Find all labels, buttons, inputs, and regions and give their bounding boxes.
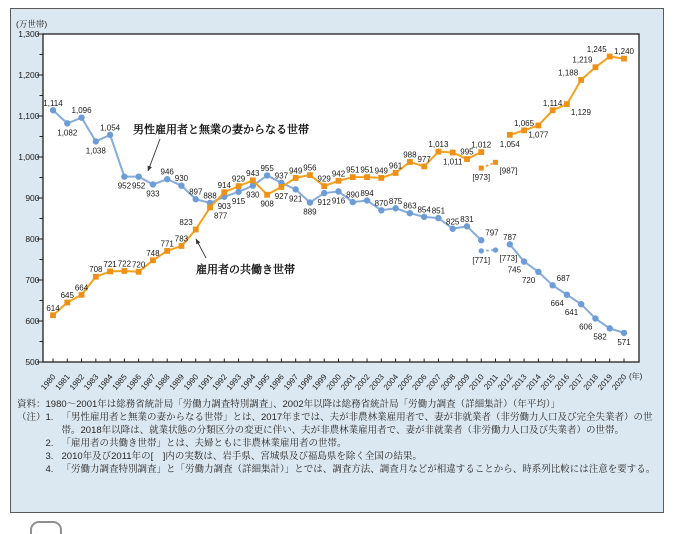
x-tick-label: 1980 xyxy=(39,372,58,392)
data-point-marker xyxy=(50,312,56,318)
x-tick-label: 1999 xyxy=(310,372,329,392)
data-point-marker xyxy=(121,173,127,179)
data-point-marker xyxy=(578,77,584,83)
x-tick-label: 1998 xyxy=(296,372,315,392)
data-label: 888 xyxy=(203,191,217,201)
x-tick-label: 2002 xyxy=(353,372,372,392)
data-point-marker xyxy=(293,175,299,181)
data-label: 720 xyxy=(131,260,146,270)
x-tick-label: 2004 xyxy=(381,372,401,392)
data-label: 889 xyxy=(303,207,317,217)
data-point-marker xyxy=(549,282,555,288)
x-tick-label: 1992 xyxy=(210,372,229,392)
x-tick-label: 1987 xyxy=(139,372,158,392)
data-point-marker xyxy=(164,248,170,254)
x-tick-label: 2020 xyxy=(610,372,629,392)
y-tick-label: 1,200 xyxy=(18,70,40,80)
data-label: 908 xyxy=(260,199,274,209)
x-axis xyxy=(39,359,642,392)
data-label: 1,054 xyxy=(499,139,520,149)
data-point-marker xyxy=(264,192,270,198)
data-point-marker xyxy=(493,160,498,165)
data-point-marker xyxy=(535,123,541,129)
data-point-marker xyxy=(507,241,513,247)
y-tick-label: 1,000 xyxy=(18,152,40,162)
data-label: 687 xyxy=(556,273,570,283)
x-tick-label: 1983 xyxy=(82,372,101,392)
data-point-marker xyxy=(407,159,413,165)
data-point-marker xyxy=(478,149,484,155)
data-point-marker xyxy=(607,54,613,60)
data-point-marker xyxy=(364,174,370,180)
x-tick-label: 1996 xyxy=(267,372,286,392)
data-point-marker xyxy=(350,199,356,205)
data-label: 961 xyxy=(388,161,403,171)
source-note: 資料：1980～2001年は総務省統計局「労働力調査特別調査」、2002年以降は総務省統計局「労働力調査（詳細集計）（年平均）」 xyxy=(17,399,561,410)
data-point-marker xyxy=(421,214,427,220)
data-point-marker xyxy=(121,268,127,274)
data-point-marker xyxy=(236,183,242,189)
data-point-marker xyxy=(450,150,456,156)
data-label: 1,114 xyxy=(542,98,563,108)
data-point-marker xyxy=(178,183,184,189)
x-tick-label: 1993 xyxy=(224,372,244,392)
data-label: 929 xyxy=(231,174,246,184)
data-point-marker xyxy=(621,330,627,336)
data-label: 897 xyxy=(189,187,203,197)
data-label: 851 xyxy=(431,206,446,216)
x-tick-label: 2019 xyxy=(595,372,615,392)
data-label: 949 xyxy=(288,166,303,176)
series-annotation-label: 男性雇用者と無業の妻からなる世帯 xyxy=(133,124,309,136)
data-point-marker xyxy=(193,227,199,233)
data-label: 1,240 xyxy=(613,47,635,57)
data-label: 930 xyxy=(174,174,189,184)
x-tick-label: 2003 xyxy=(367,372,386,392)
note-block xyxy=(17,411,657,476)
data-point-marker xyxy=(350,174,356,180)
data-label: 988 xyxy=(403,150,417,160)
data-label: 921 xyxy=(288,194,303,204)
data-point-marker xyxy=(478,237,484,243)
data-label: 1,129 xyxy=(570,108,591,118)
x-tick-label: 2014 xyxy=(524,372,543,392)
data-label: 823 xyxy=(179,218,193,228)
x-tick-label: 2016 xyxy=(553,372,572,392)
data-point-marker xyxy=(407,210,413,216)
y-tick-label: 600 xyxy=(25,316,40,326)
data-label: 708 xyxy=(89,265,103,275)
data-point-marker xyxy=(207,205,213,211)
y-tick-label: 700 xyxy=(25,275,40,285)
x-tick-label: 2011 xyxy=(482,372,501,392)
data-label: 927 xyxy=(274,191,289,201)
data-label: 664 xyxy=(550,298,564,308)
data-label: 1,054 xyxy=(100,123,121,133)
data-point-marker xyxy=(621,56,627,62)
data-label: 771 xyxy=(160,239,174,249)
data-label: 933 xyxy=(146,189,160,199)
data-point-marker xyxy=(307,199,313,205)
data-point-marker xyxy=(535,269,541,275)
data-point-marker xyxy=(179,243,185,249)
data-point-marker xyxy=(307,172,313,178)
series-annotation-label: 雇用者の共働き世帯 xyxy=(196,264,295,276)
data-point-marker xyxy=(164,176,170,182)
data-label: 952 xyxy=(131,181,146,191)
data-label: [771] xyxy=(472,255,491,265)
data-point-marker xyxy=(593,64,599,70)
data-label: 870 xyxy=(374,198,389,208)
note-label: （注） xyxy=(17,412,46,423)
data-label: 914 xyxy=(217,180,231,190)
data-label: 955 xyxy=(260,163,274,173)
data-point-marker xyxy=(107,268,113,274)
data-point-marker xyxy=(93,138,99,144)
data-point-marker xyxy=(64,120,70,126)
x-tick-label: 1981 xyxy=(53,372,72,392)
data-label: 995 xyxy=(460,147,474,157)
x-tick-label: 1995 xyxy=(253,372,272,392)
data-point-marker xyxy=(221,189,227,195)
data-label: 1,245 xyxy=(586,45,607,55)
y-tick-label: 800 xyxy=(25,234,40,244)
data-label: 1,082 xyxy=(57,128,78,138)
data-label: [987] xyxy=(499,166,518,176)
data-label: 1,065 xyxy=(514,118,535,128)
data-label: 1,012 xyxy=(471,140,492,150)
x-tick-label: 1990 xyxy=(181,372,201,392)
data-point-marker xyxy=(521,258,527,264)
data-label: 831 xyxy=(460,214,474,224)
data-label: 977 xyxy=(417,154,431,164)
data-point-marker xyxy=(250,177,256,183)
y-axis-unit-label: (万世帯) xyxy=(16,19,48,29)
data-label: 915 xyxy=(231,196,246,206)
data-label: 720 xyxy=(521,275,536,285)
data-point-marker xyxy=(107,132,113,138)
next-figure-fragment xyxy=(30,521,62,534)
data-label: 916 xyxy=(331,196,346,206)
x-tick-label: 2010 xyxy=(467,372,486,392)
data-label: 783 xyxy=(174,234,189,244)
x-tick-label: 1982 xyxy=(67,372,87,392)
data-label: 1,013 xyxy=(428,140,449,150)
x-tick-label: 2017 xyxy=(567,372,586,392)
note-item-4: 4. 「労働力調査特別調査」と「労働力調査（詳細集計）」とでは、調査方法、調査月などが相違することから、時系列比較には注意を要する。 xyxy=(45,464,656,475)
data-label: 854 xyxy=(417,205,431,215)
data-label: 930 xyxy=(246,190,260,200)
x-tick-label: 1988 xyxy=(153,372,172,392)
data-label: 721 xyxy=(103,259,117,269)
x-tick-label: 1997 xyxy=(281,372,301,392)
data-label: 949 xyxy=(374,166,389,176)
data-label: 877 xyxy=(214,211,228,221)
data-point-marker xyxy=(378,207,384,213)
data-point-marker xyxy=(321,190,327,196)
data-label: 956 xyxy=(303,163,317,173)
data-label: 722 xyxy=(117,259,132,269)
data-point-marker xyxy=(150,257,156,263)
y-tick-label: 500 xyxy=(25,357,40,367)
data-label: 912 xyxy=(317,198,331,208)
x-axis-unit-label: (年) xyxy=(629,372,643,381)
data-label: 571 xyxy=(617,337,631,347)
x-tick-label: 2005 xyxy=(396,372,415,392)
data-point-marker xyxy=(464,223,470,229)
x-tick-label: 2007 xyxy=(424,372,443,392)
x-tick-label: 2018 xyxy=(581,372,600,392)
data-label: 943 xyxy=(246,168,260,178)
data-label: 664 xyxy=(74,283,89,293)
data-label: 946 xyxy=(160,167,174,177)
x-tick-label: 2015 xyxy=(538,372,558,392)
data-label: 745 xyxy=(507,265,522,275)
data-point-marker xyxy=(335,188,341,194)
data-point-marker xyxy=(464,156,470,162)
data-point-marker xyxy=(393,170,399,176)
x-tick-label: 2001 xyxy=(338,372,358,392)
data-label: 748 xyxy=(146,248,160,258)
data-label: 952 xyxy=(117,181,132,191)
data-point-marker xyxy=(64,300,70,306)
data-label: 1,077 xyxy=(528,130,549,140)
x-tick-label: 1991 xyxy=(196,372,215,392)
x-tick-label: 1984 xyxy=(96,372,115,392)
data-point-marker xyxy=(564,101,570,107)
data-point-marker xyxy=(479,248,484,253)
data-label: 1,011 xyxy=(442,157,463,167)
data-label: 641 xyxy=(564,308,579,318)
data-point-marker xyxy=(264,172,270,178)
data-point-marker xyxy=(78,114,84,120)
data-label: 1,096 xyxy=(71,106,92,116)
data-label: [773] xyxy=(499,254,518,264)
data-point-marker xyxy=(578,301,584,307)
x-tick-label: 1989 xyxy=(167,372,187,392)
data-point-marker xyxy=(421,164,427,170)
data-point-marker xyxy=(507,132,513,138)
x-tick-label: 2000 xyxy=(324,372,344,392)
data-point-marker xyxy=(150,181,156,187)
data-label: 1,188 xyxy=(558,68,579,78)
data-point-marker xyxy=(607,325,613,331)
data-point-marker xyxy=(50,107,56,113)
data-label: 863 xyxy=(403,201,417,211)
note-items xyxy=(46,411,657,476)
note-item-2: 2. 「雇用者の共働き世帯」とは、夫婦ともに非農林業雇用者の世帯。 xyxy=(45,438,347,449)
data-label: 942 xyxy=(331,169,346,179)
data-point-marker xyxy=(321,183,327,189)
data-label: 951 xyxy=(360,165,374,175)
data-label: 825 xyxy=(446,217,460,227)
data-point-marker xyxy=(235,189,241,195)
data-label: 614 xyxy=(46,303,60,313)
data-point-marker xyxy=(378,175,384,181)
x-tick-label: 2009 xyxy=(453,372,472,392)
data-point-marker xyxy=(279,184,285,190)
data-label: 875 xyxy=(388,196,403,206)
data-point-marker xyxy=(592,315,598,321)
data-point-marker xyxy=(392,205,398,211)
x-tick-label: 2008 xyxy=(438,372,458,392)
data-point-marker xyxy=(564,292,570,298)
data-label: 903 xyxy=(217,201,231,211)
data-point-marker xyxy=(479,166,484,171)
data-point-marker xyxy=(436,149,442,155)
data-point-marker xyxy=(435,215,441,221)
x-tick-label: 2013 xyxy=(510,372,529,392)
data-point-marker xyxy=(493,247,498,252)
y-tick-label: 1,300 xyxy=(18,29,40,39)
data-label: 606 xyxy=(579,322,593,332)
data-label: 929 xyxy=(317,174,331,184)
data-label: 787 xyxy=(503,232,517,242)
data-point-marker xyxy=(136,269,142,275)
data-point-marker xyxy=(93,274,99,280)
data-label: 1,219 xyxy=(572,55,593,65)
x-tick-label: 2012 xyxy=(495,372,515,392)
data-label: 582 xyxy=(593,332,607,342)
data-label: 1,114 xyxy=(43,98,63,108)
data-point-marker xyxy=(450,226,456,232)
data-point-marker xyxy=(292,186,298,192)
data-point-marker xyxy=(336,178,342,184)
y-tick-label: 1,100 xyxy=(18,111,40,121)
data-point-marker xyxy=(550,107,556,113)
note-item-1: 1. 「男性雇用者と無業の妻からなる世帯」とは、2017年までは、夫が非農林業雇用者で、妻が非就業者（非労働力人口及び完全失業者）の世帯。2018年以降は、就業状態の分類区分の変更に伴い、夫が非農林業雇用者で、妻が非就業者（非労働力人口及び失業者）の世帯。 xyxy=(45,412,653,436)
notes-section xyxy=(17,398,657,476)
data-label: 797 xyxy=(485,228,499,238)
note-item-3: 3. 2010年及び2011年の[ ]内の実数は、岩手県、宮城県及び福島県を除く全国の結果。 xyxy=(45,451,422,462)
data-label: 951 xyxy=(346,165,360,175)
data-point-marker xyxy=(521,127,527,133)
data-label: 1,038 xyxy=(85,146,106,156)
data-point-marker xyxy=(79,292,85,298)
y-tick-label: 900 xyxy=(25,193,40,203)
data-label: [973] xyxy=(472,173,491,183)
data-point-marker xyxy=(193,196,199,202)
data-label: 894 xyxy=(360,188,374,198)
data-label: 645 xyxy=(60,291,74,301)
data-label: 937 xyxy=(274,171,289,181)
data-label: 890 xyxy=(346,190,360,200)
data-point-marker xyxy=(364,197,370,203)
x-tick-label: 1994 xyxy=(239,372,258,392)
x-tick-label: 1986 xyxy=(124,372,144,392)
x-tick-label: 2006 xyxy=(410,372,429,392)
x-tick-label: 1985 xyxy=(110,372,129,392)
data-point-marker xyxy=(135,173,141,179)
